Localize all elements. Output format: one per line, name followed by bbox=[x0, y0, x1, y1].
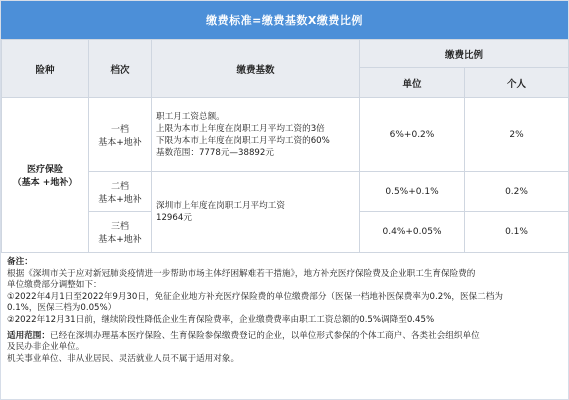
base-line: 深圳市上年度在岗职工月平均工资 bbox=[156, 201, 285, 211]
header-unit: 单位 bbox=[360, 68, 465, 98]
notes-line: 根据《深圳市关于应对新冠肺炎疫情进一步帮助市场主体纾困解难若干措施》，地方补充医疗保险费及企业职工生育保险费的 bbox=[7, 268, 476, 279]
notes-line: 0.1%，医保三档为0.05%） bbox=[7, 303, 117, 314]
notes-line: 单位缴费部分调整如下： bbox=[7, 280, 102, 291]
base-line: 12964元 bbox=[156, 213, 192, 223]
personal-rate: 0.2% bbox=[465, 172, 569, 212]
base-line: 职工月工资总额。 bbox=[156, 111, 225, 122]
tier-sub: 基本+地补 bbox=[98, 235, 142, 245]
tier-label: 一档 bbox=[110, 124, 129, 135]
base-line: 下限为本市上年度在岗职工月平均工资的60% bbox=[156, 135, 330, 146]
personal-rate: 2% bbox=[465, 98, 569, 172]
insurance-name: 医疗保险 bbox=[26, 165, 63, 175]
scope-line: 已经在深圳办理基本医疗保险、生育保险参保缴费登记的企业，以单位形式参保的个体工商户、各类社会组织单位 bbox=[49, 330, 480, 341]
insurance-name-cell bbox=[2, 98, 89, 253]
tier-sub: 基本+地补 bbox=[98, 137, 142, 148]
header-ratio: 缴费比例 bbox=[360, 40, 569, 68]
header-base: 缴费基数 bbox=[152, 40, 360, 98]
banner-title: 缴费标准=缴费基数X缴费比例 bbox=[1, 1, 568, 39]
shared-base-cell bbox=[152, 172, 360, 253]
scope-line: 及民办非企业单位。 bbox=[7, 342, 85, 353]
header-insurance-type: 险种 bbox=[2, 40, 89, 98]
header-personal: 个人 bbox=[465, 68, 569, 98]
base-cell bbox=[152, 98, 360, 172]
base-line: 上限为本市上年度在岗职工月平均工资的3倍 bbox=[156, 123, 325, 134]
insurance-sub: （基本 +地补） bbox=[12, 178, 78, 188]
notes-label: 备注： bbox=[7, 257, 33, 267]
tier-label: 二档 bbox=[110, 181, 129, 192]
table-row bbox=[2, 98, 569, 172]
fee-table bbox=[1, 39, 569, 253]
tier-cell bbox=[89, 172, 152, 212]
personal-rate: 0.1% bbox=[465, 212, 569, 253]
tier-sub: 基本+地补 bbox=[98, 194, 142, 205]
header-tier: 档次 bbox=[89, 40, 152, 98]
scope-line: 机关事业单位、非从业居民、灵活就业人员不属于适用对象。 bbox=[7, 353, 240, 364]
header-row bbox=[2, 40, 569, 68]
unit-rate: 6%+0.2% bbox=[360, 98, 465, 172]
tier-label: 三档 bbox=[110, 222, 129, 232]
scope-first-line bbox=[7, 331, 562, 343]
tier-cell bbox=[89, 98, 152, 172]
unit-rate: 0.5%+0.1% bbox=[360, 172, 465, 212]
tier-cell bbox=[89, 212, 152, 253]
scope-label: 适用范围： bbox=[7, 330, 50, 341]
base-line: 基数范围：7778元—38892元 bbox=[156, 147, 274, 158]
notes-line: ①2022年4月1日至2022年9月30日，免征企业地方补充医疗保险费的单位缴费部分（医保一档地补医保费率为0.2%，医保二档为 bbox=[7, 291, 503, 302]
notes-section bbox=[1, 253, 568, 365]
unit-rate: 0.4%+0.05% bbox=[360, 212, 465, 253]
notes-line: ②2022年12月31日前，继续阶段性降低企业生育保险费率，企业缴费费率由职工工资总额的0.5%调降至0.45% bbox=[7, 314, 435, 325]
